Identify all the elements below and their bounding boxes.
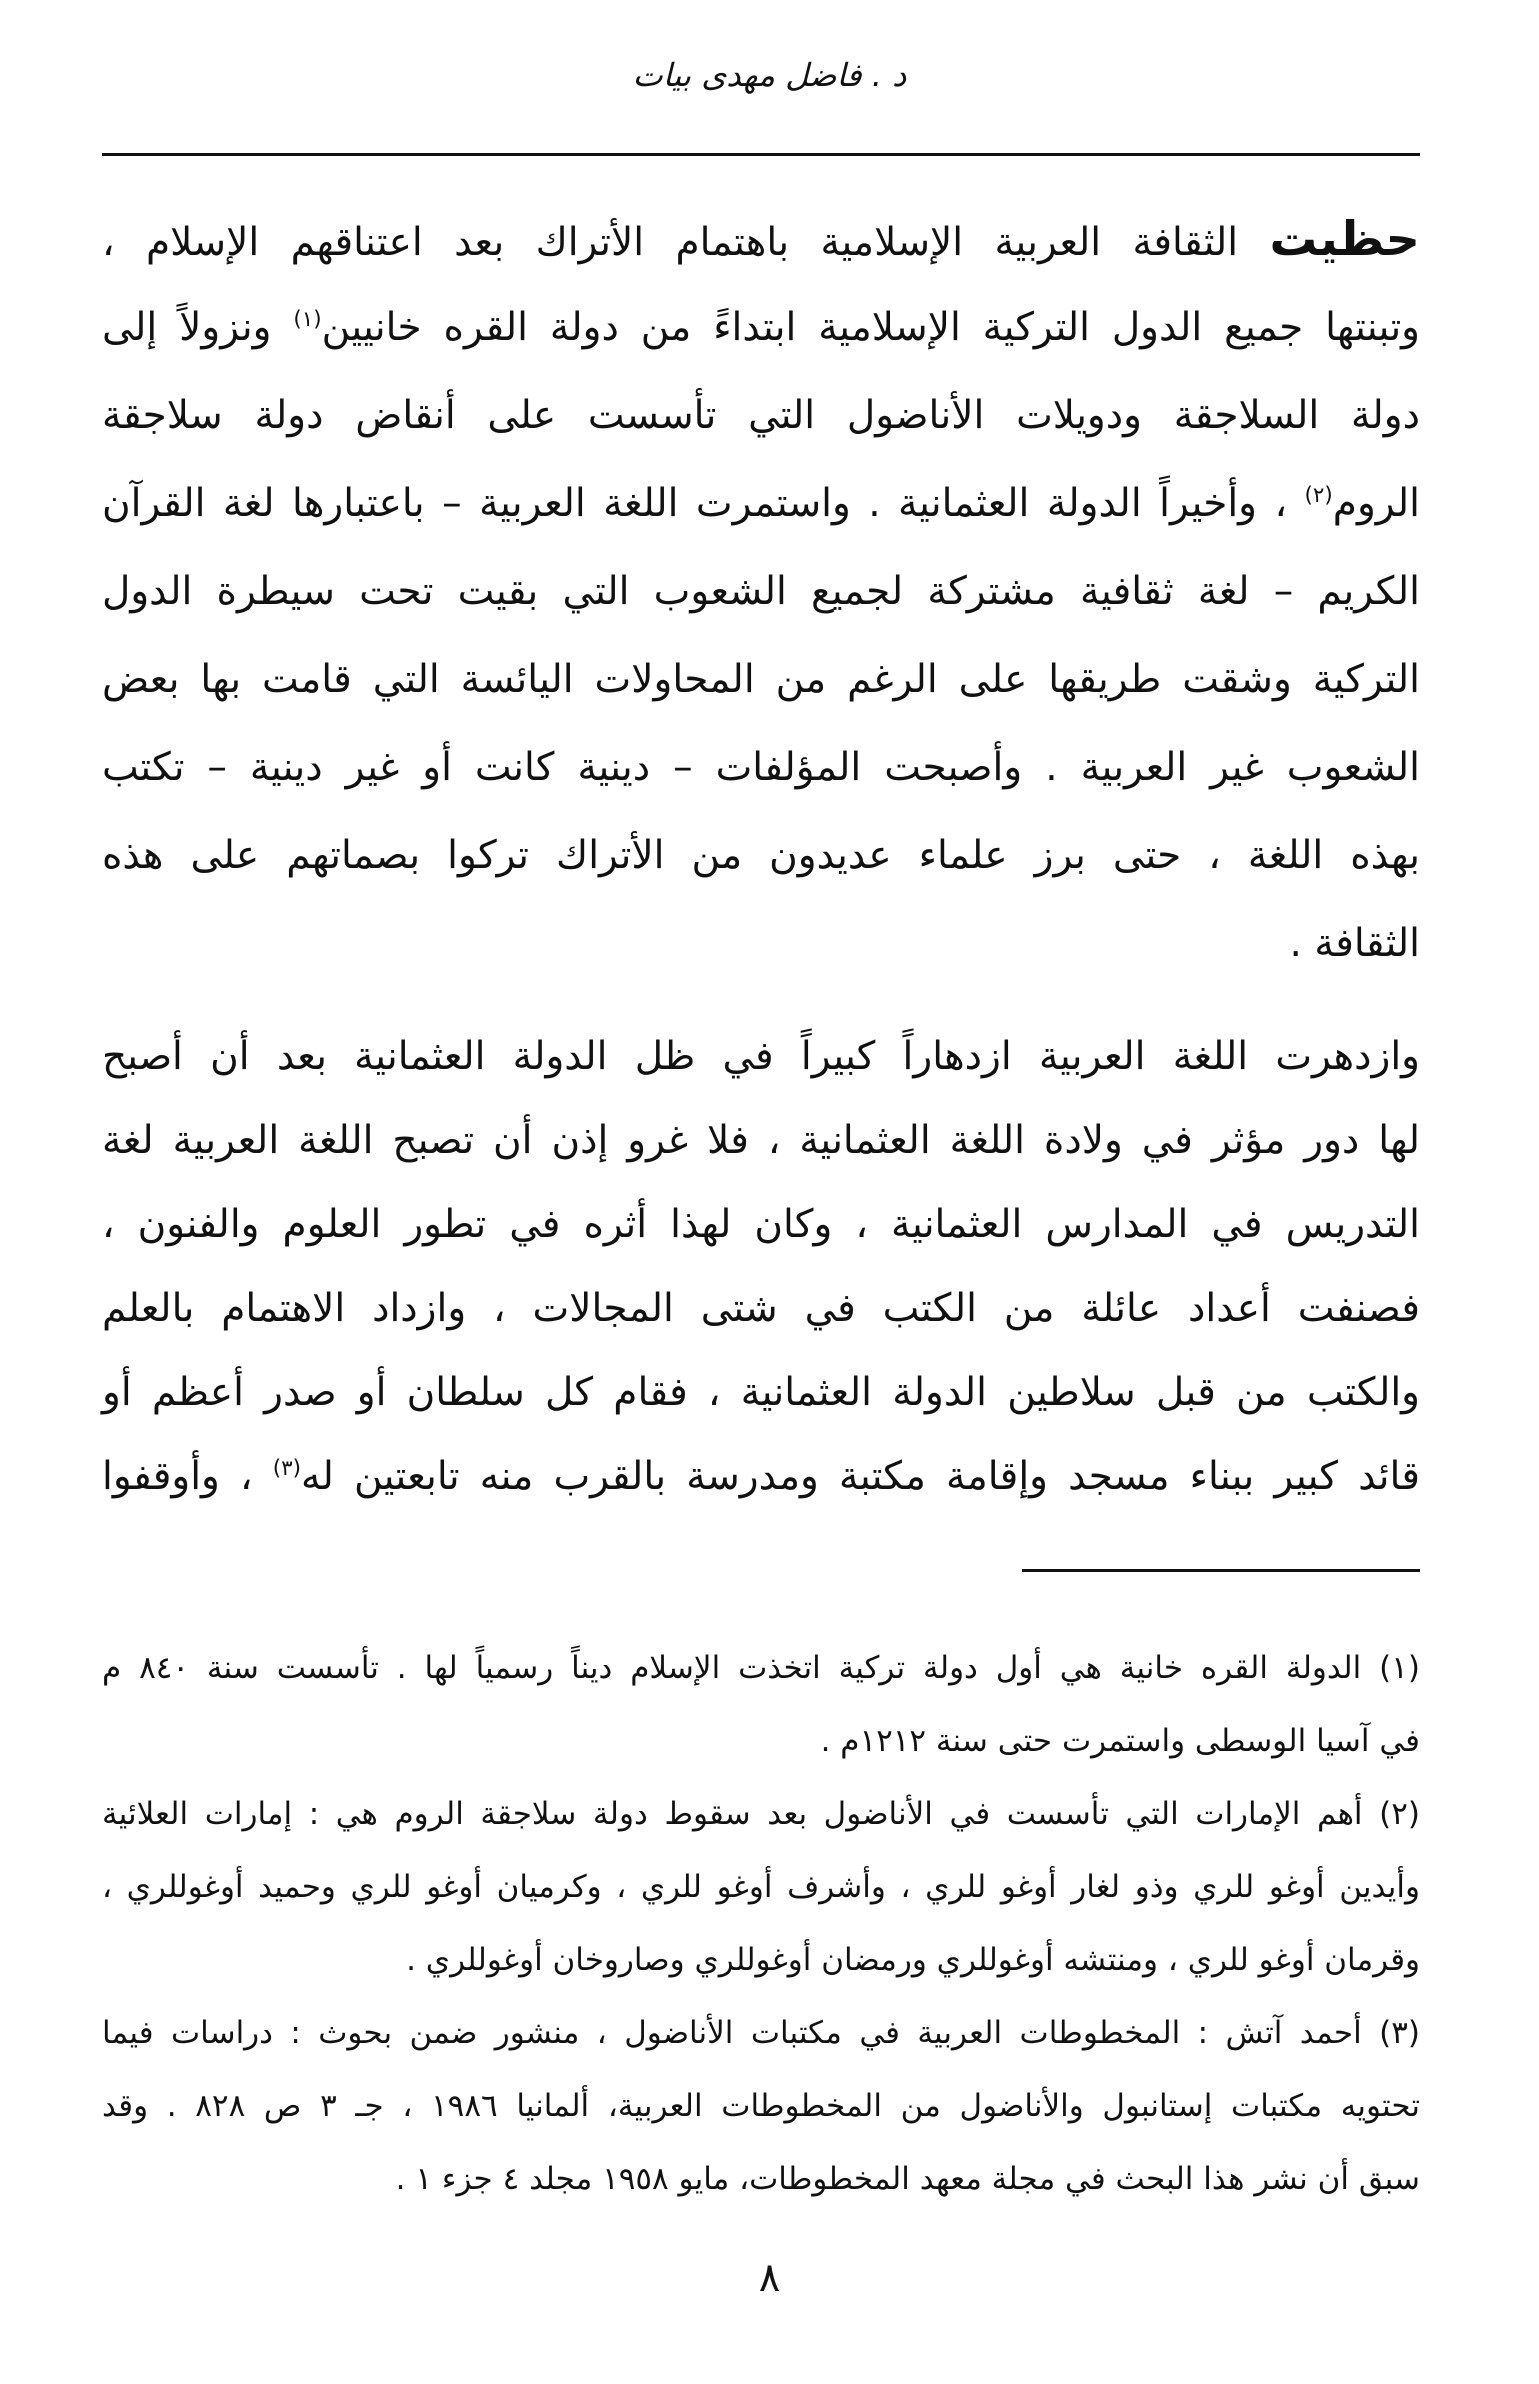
body-line: الكريم – لغة ثقافية مشتركة لجميع الشعوب التي بقيت تحت سيطرة الدول bbox=[102, 569, 1420, 614]
footnote-reference: (٣) bbox=[272, 1456, 302, 1481]
footnote-text: أحمد آتش : المخطوطات العربية في مكتبات الأناضول ، منشور ضمن بحوث : دراسات فيما bbox=[102, 2015, 1362, 2051]
footnote-reference: (١) bbox=[293, 307, 322, 332]
line-text: ونزولاً إلى bbox=[102, 305, 272, 350]
body-line: فصنفت أعداد عائلة من الكتب في شتى المجالات ، وازداد الاهتمام بالعلم bbox=[102, 1286, 1420, 1331]
footnote-text: أهم الإمارات التي تأسست في الأناضول بعد سقوط دولة سلاجقة الروم هي : إمارات العلائية bbox=[102, 1796, 1363, 1832]
footnote-line: وقرمان أوغو للري ، ومنتشه أوغوللري ورمضان أوغوللري وصاروخان أوغوللري . bbox=[406, 1942, 1420, 1978]
footnote-marker: (١) bbox=[1379, 1650, 1420, 1686]
footnote-marker: (٣) bbox=[1379, 2015, 1420, 2051]
line-text: الروم bbox=[1332, 481, 1421, 526]
lead-word: حظيت bbox=[1269, 212, 1420, 267]
body-line bbox=[102, 196, 1420, 284]
header-rule bbox=[102, 153, 1420, 156]
footnote-line: وأيدين أوغو للري وذو لغار أوغو للري ، وأشرف أوغو للري ، وكرميان أوغو للري وحميد أوغوللري ، bbox=[102, 1869, 1420, 1905]
body-line: لها دور مؤثر في ولادة اللغة العثمانية ، فلا غرو إذن أن تصبح اللغة العربية لغة bbox=[102, 1118, 1420, 1163]
footnotes bbox=[102, 1632, 1420, 2216]
footnote-text: الدولة القره خانية هي أول دولة تركية اتخذت الإسلام ديناً رسمياً لها . تأسست سنة ٨٤٠ م bbox=[102, 1650, 1362, 1686]
footnote-line bbox=[102, 1997, 1420, 2070]
footnote-line: في آسيا الوسطى واستمرت حتى سنة ١٢١٢م . bbox=[820, 1723, 1420, 1759]
footnote-separator bbox=[1022, 1569, 1420, 1572]
body-line bbox=[102, 460, 1420, 548]
body-line: الشعوب غير العربية . وأصبحت المؤلفات – دينية كانت أو غير دينية – تكتب bbox=[102, 745, 1420, 790]
line-text: قائد كبير ببناء مسجد وإقامة مكتبة ومدرسة بالقرب منه تابعتين له bbox=[301, 1454, 1420, 1499]
footnote-line bbox=[102, 1778, 1420, 1851]
body-line: الثقافة . bbox=[1289, 921, 1420, 966]
paragraph-2 bbox=[102, 1015, 1420, 1519]
paragraph-1 bbox=[102, 196, 1420, 988]
body-line: دولة السلاجقة ودويلات الأناضول التي تأسست على أنقاض دولة سلاجقة bbox=[102, 393, 1420, 438]
body-line bbox=[102, 1435, 1420, 1519]
footnote-line: سبق أن نشر هذا البحث في مجلة معهد المخطوطات، مايو ١٩٥٨ مجلد ٤ جزء ١ . bbox=[395, 2161, 1420, 2197]
footnote-marker: (٢) bbox=[1379, 1796, 1420, 1832]
page-number: ٨ bbox=[758, 2255, 781, 2301]
body-line: وازدهرت اللغة العربية ازدهاراً كبيراً في ظل الدولة العثمانية بعد أن أصبح bbox=[102, 1034, 1420, 1079]
footnote-reference: (٢) bbox=[1304, 483, 1333, 508]
line-text: وتبنتها جميع الدول التركية الإسلامية ابتداءً من دولة القره خانيين bbox=[321, 305, 1421, 350]
body-line: والكتب من قبل سلاطين الدولة العثمانية ، فقام كل سلطان أو صدر أعظم أو bbox=[102, 1370, 1420, 1415]
line-text: الثقافة العربية الإسلامية باهتمام الأتراك بعد اعتناقهم الإسلام ، bbox=[102, 220, 1239, 265]
body-line: التدريس في المدارس العثمانية ، وكان لهذا أثره في تطور العلوم والفنون ، bbox=[102, 1202, 1420, 1247]
footnote-line bbox=[102, 1632, 1420, 1705]
running-header: د . فاضل مهدى بيات bbox=[632, 56, 907, 94]
body-line: التركية وشقت طريقها على الرغم من المحاولات اليائسة التي قامت بها بعض bbox=[102, 657, 1420, 702]
line-text: ، وأخيراً الدولة العثمانية . واستمرت اللغة العربية – باعتبارها لغة القرآن bbox=[102, 481, 1288, 526]
footnote-line: تحتويه مكتبات إستانبول والأناضول من المخطوطات العربية، ألمانيا ١٩٨٦ ، جـ ٣ ص ٨٢٨ . وقد bbox=[102, 2088, 1421, 2124]
line-text: ، وأوقفوا bbox=[102, 1454, 253, 1499]
body-line: بهذه اللغة ، حتى برز علماء عديدون من الأتراك تركوا بصماتهم على هذه bbox=[102, 833, 1420, 878]
body-line bbox=[102, 284, 1420, 372]
